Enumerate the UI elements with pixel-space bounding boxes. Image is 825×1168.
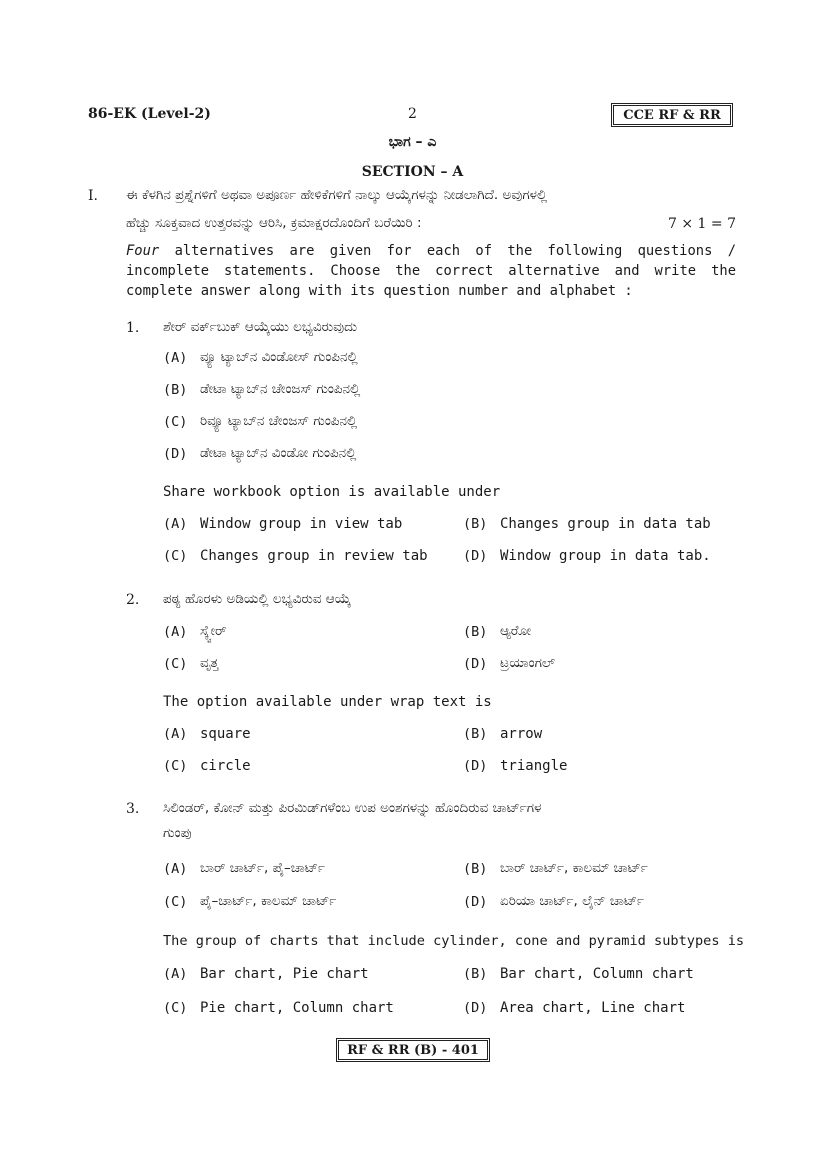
option-letter: (C) bbox=[163, 758, 188, 774]
instruction-kannada-line1: ಈ ಕೆಳಗಿನ ಪ್ರಶ್ನೆಗಳಿಗೆ ಅಥವಾ ಅಪೂರ್ಣ ಹೇಳಿಕೆಗಳಿಗೆ ನಾಲ್ಕು ಆಯ್ಕೆಗಳನ್ನು ನೀಡಲಾಗಿದೆ. ಅವುಗಳಲ್ಲಿ bbox=[126, 187, 548, 203]
option-text-kannada: ಟ್ರಯಾಂಗಲ್ bbox=[500, 655, 556, 671]
option-text-kannada: ಸ್ಕ್ವೇರ್ bbox=[200, 623, 227, 639]
option-text-kannada: ಡೇಟಾ ಟ್ಯಾಬ್‌ನ ಚೇಂಜಸ್ ಗುಂಪಿನಲ್ಲಿ bbox=[200, 381, 361, 397]
option-letter: (A) bbox=[163, 350, 188, 366]
option-letter: (B) bbox=[463, 726, 488, 742]
option-letter: (D) bbox=[463, 548, 488, 564]
paper-code: 86-EK (Level-2) bbox=[88, 106, 211, 122]
option-letter: (B) bbox=[463, 966, 488, 982]
section-title-english: SECTION – A bbox=[361, 164, 464, 180]
option-text-kannada: ಬಾರ್ ಚಾರ್ಟ್, ಪೈ–ಚಾರ್ಟ್ bbox=[200, 860, 325, 876]
option-text-english: Area chart, Line chart bbox=[500, 1000, 686, 1016]
option-letter: (C) bbox=[163, 894, 188, 910]
question-number: 1. bbox=[126, 320, 140, 336]
option-text-english: Bar chart, Pie chart bbox=[200, 966, 369, 982]
option-text-english: Window group in view tab bbox=[200, 516, 403, 532]
instruction-english-text: alternatives are given for each of the following questions / incomplete statements. Choose the correct alternative and write the complete answer along with its question number and alphabet : bbox=[126, 243, 737, 299]
footer-code-box bbox=[338, 1040, 488, 1060]
footer-code: RF & RR (B) - 401 bbox=[347, 1042, 479, 1058]
question-text-kannada: ಶೇರ್ ವರ್ಕ್‌ಬುಕ್ ಆಯ್ಕೆಯು ಲಭ್ಯವಿರುವುದು bbox=[163, 319, 358, 335]
option-letter: (C) bbox=[163, 548, 188, 564]
question-text-kannada-line1: ಸಿಲಿಂಡರ್, ಕೋನ್ ಮತ್ತು ಪಿರಮಿಡ್‌ಗಳೆಂಬ ಉಪ ಅಂಶಗಳನ್ನು ಹೊಂದಿರುವ ಚಾರ್ಟ್‌ಗಳ bbox=[163, 800, 542, 816]
option-text-kannada: ವ್ಯೂ ಟ್ಯಾಬ್‌ನ ವಿಂಡೋಸ್ ಗುಂಪಿನಲ್ಲಿ bbox=[200, 349, 358, 365]
option-text-english: circle bbox=[200, 758, 251, 774]
question-text-english: The option available under wrap text is bbox=[163, 694, 492, 710]
option-letter: (A) bbox=[163, 966, 188, 982]
option-text-english: Changes group in review tab bbox=[200, 548, 428, 564]
option-text-kannada: ರಿವ್ಯೂ ಟ್ಯಾಬ್‌ನ ಚೇಂಜಸ್ ಗುಂಪಿನಲ್ಲಿ bbox=[200, 413, 358, 429]
question-text-kannada: ಪಠ್ಯ ಹೊರಳು ಅಡಿಯಲ್ಲಿ ಲಭ್ಯವಿರುವ ಆಯ್ಕೆ bbox=[163, 591, 351, 607]
option-text-english: Bar chart, Column chart bbox=[500, 966, 694, 982]
option-letter: (B) bbox=[463, 516, 488, 532]
option-text-english: Window group in data tab. bbox=[500, 548, 711, 564]
option-text-english: arrow bbox=[500, 726, 543, 742]
option-text-kannada: ಏರಿಯಾ ಚಾರ್ಟ್, ಲೈನ್ ಚಾರ್ಟ್ bbox=[500, 893, 645, 909]
option-text-english: square bbox=[200, 726, 251, 742]
series-box bbox=[613, 105, 731, 125]
option-text-english: Changes group in data tab bbox=[500, 516, 711, 532]
option-letter: (C) bbox=[163, 1000, 188, 1016]
option-text-kannada: ಪೈ–ಚಾರ್ಟ್, ಕಾಲಮ್ ಚಾರ್ಟ್ bbox=[200, 893, 337, 909]
series-label: CCE RF & RR bbox=[623, 107, 721, 123]
question-text-kannada-line2: ಗುಂಪು bbox=[163, 825, 192, 841]
option-text-english: triangle bbox=[500, 758, 568, 774]
option-letter: (A) bbox=[163, 516, 188, 532]
option-letter: (A) bbox=[163, 861, 188, 877]
question-number: 2. bbox=[126, 592, 140, 608]
part-roman-numeral: I. bbox=[88, 188, 98, 204]
option-letter: (A) bbox=[163, 726, 188, 742]
option-text-kannada: ಬಾರ್ ಚಾರ್ಟ್, ಕಾಲಮ್ ಚಾರ್ಟ್ bbox=[500, 860, 648, 876]
option-text-english: Pie chart, Column chart bbox=[200, 1000, 394, 1016]
question-text-english: Share workbook option is available under bbox=[163, 484, 501, 500]
option-letter: (D) bbox=[463, 1000, 488, 1016]
option-letter: (C) bbox=[163, 656, 188, 672]
option-letter: (A) bbox=[163, 624, 188, 640]
option-letter: (D) bbox=[463, 758, 488, 774]
option-text-kannada: ವೃತ್ತ bbox=[200, 655, 219, 671]
question-text-english: The group of charts that include cylinder, cone and pyramid subtypes is bbox=[163, 933, 745, 949]
page-number: 2 bbox=[408, 106, 417, 122]
option-text-kannada: ಆ್ಯರೋ bbox=[500, 623, 531, 639]
option-letter: (B) bbox=[163, 382, 188, 398]
option-text-kannada: ಡೇಟಾ ಟ್ಯಾಬ್‌ನ ವಿಂಡೋ ಗುಂಪಿನಲ್ಲಿ bbox=[200, 445, 357, 461]
option-letter: (D) bbox=[463, 894, 488, 910]
option-letter: (C) bbox=[163, 414, 188, 430]
marks-allocation: 7 × 1 = 7 bbox=[668, 216, 736, 232]
option-letter: (B) bbox=[463, 861, 488, 877]
section-title-kannada: ಭಾಗ – ಎ bbox=[388, 134, 437, 150]
option-letter: (D) bbox=[163, 446, 188, 462]
option-letter: (B) bbox=[463, 624, 488, 640]
instruction-kannada-line2: ಹೆಚ್ಚು ಸೂಕ್ತವಾದ ಉತ್ತರವನ್ನು ಆರಿಸಿ, ಕ್ರಮಾಕ್ಷರದೊಂದಿಗೆ ಬರೆಯಿರಿ : bbox=[126, 215, 422, 231]
question-number: 3. bbox=[126, 801, 140, 817]
instruction-first-word: Four bbox=[126, 243, 160, 259]
option-letter: (D) bbox=[463, 656, 488, 672]
instruction-english bbox=[126, 241, 736, 301]
